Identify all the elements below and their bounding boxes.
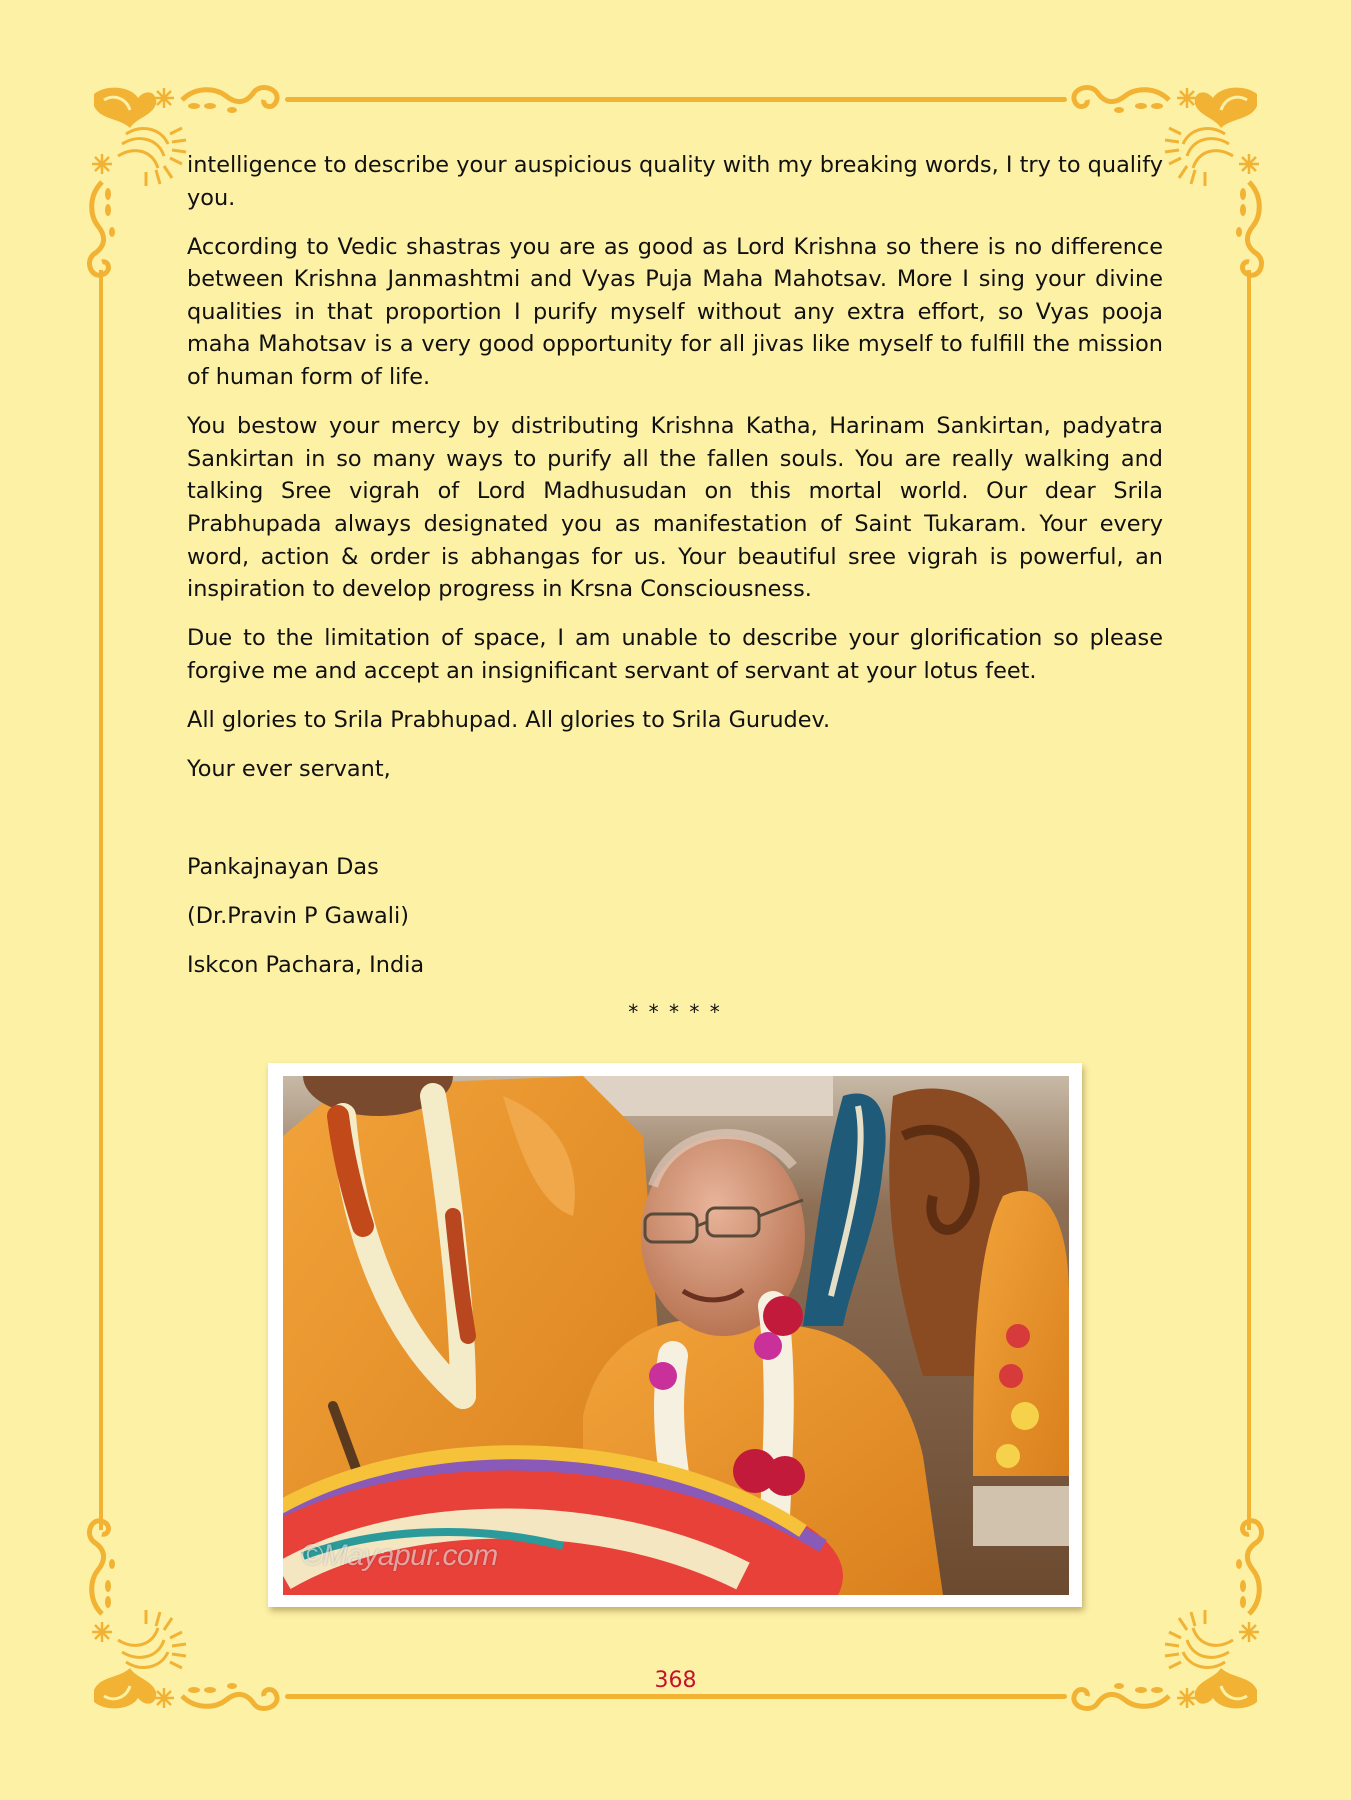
signature-real-name: (Dr.Pravin P Gawali) (187, 903, 409, 930)
paragraph: You bestow your mercy by distributing Krishna Katha, Harinam Sankirtan, padyatra Sankirtan in so many ways to purify all the fallen souls. You are really walking and talking Sree vigrah of Lord Madhusudan on this mortal world. Our dear Srila Prabhupada always designated you as manifestation of Saint Tukaram. Your every word, action & order is abhangas for us. Your beautiful sree vigrah is powerful, an inspiration to develop progress in Krsna Consciousness. (187, 413, 1163, 603)
paragraph: Due to the limitation of space, I am unable to describe your glorification so please forgive me and accept an insignificant servant of servant at your lotus feet. (187, 625, 1163, 684)
signature-location: Iskcon Pachara, India (187, 952, 425, 979)
closing-line: Your ever servant, (187, 756, 391, 782)
signature-gap (187, 802, 1163, 851)
photo-frame (268, 1063, 1082, 1607)
photo-illustration (283, 1076, 1069, 1595)
paragraph: All glories to Srila Prabhupad. All glories to Srila Gurudev. (187, 706, 831, 733)
photo (283, 1076, 1069, 1595)
signature-name: Pankajnayan Das (187, 854, 379, 881)
paragraph: According to Vedic shastras you are as good as Lord Krishna so there is no difference between Krishna Janmashtmi and Vyas Puja Maha Mahotsav. More I sing your divine qualities in that proportion I purify myself without any extra effort, so Vyas pooja maha Mahotsav is a very good opportunity for all jivas like myself to fulfill the mission of human form of life. (187, 233, 1163, 391)
border-left-line (99, 270, 103, 1530)
letter-body (187, 149, 1163, 1029)
paragraph: intelligence to describe your auspicious quality with my breaking words, I try to qualify you. (187, 152, 1163, 211)
border-top-line (285, 97, 1067, 102)
section-separator: * * * * * (628, 1000, 722, 1025)
border-bottom-line (285, 1694, 1067, 1699)
border-right-line (1247, 270, 1251, 1530)
photo-watermark: ©Mayapur.com (301, 1539, 498, 1572)
page-number: 368 (654, 1668, 697, 1693)
